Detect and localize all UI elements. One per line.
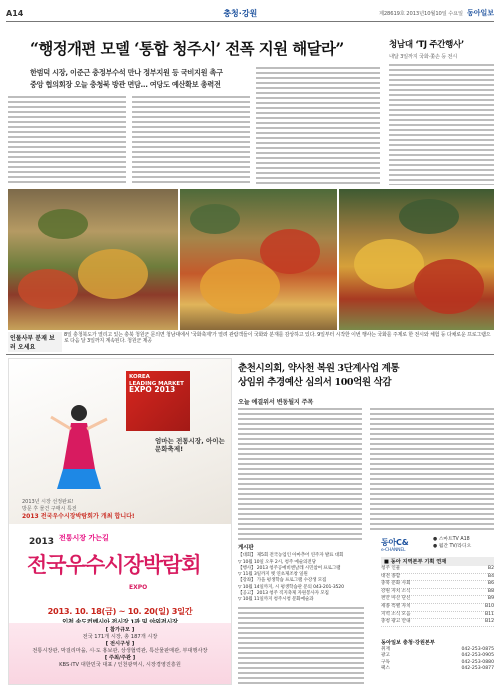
ad-year: 2013	[29, 537, 55, 547]
index-row: 세종 특별 자치 B10	[381, 604, 494, 612]
contact-box	[381, 640, 494, 673]
contact-row: 팩스 042-253-0877	[381, 666, 494, 672]
main-article-column-1	[8, 96, 126, 185]
index-list	[381, 566, 494, 627]
ad-tagline: 엄마는 전통시장, 아이는 문화축제!	[155, 437, 225, 453]
second-subheadline: 오늘 예결위서 변동될지 주목	[238, 399, 314, 406]
ad-dates: 2013. 10. 18(금) ~ 10. 20(일) 3일간	[47, 606, 193, 616]
newspaper-brand: 동아일보	[466, 9, 494, 17]
second-article-column-2	[370, 408, 494, 533]
index-row: 천안 아산 단신 B9	[381, 596, 494, 604]
ad-expo-label: EXPO	[129, 584, 148, 591]
channel-link-1[interactable]: ● 스마트TV A18	[433, 537, 470, 542]
dancer-illustration	[49, 399, 109, 494]
channel-logo: 동아C& e-CHANNEL	[381, 538, 409, 553]
notice-heading: 게시판	[238, 545, 254, 551]
contact-row: 구독 042-253-0880	[381, 659, 494, 665]
side-story-header	[389, 38, 494, 60]
chrysanthemum-photo-3	[339, 189, 494, 330]
chrysanthemum-photo-1	[8, 189, 178, 330]
channel-index-box	[381, 537, 494, 687]
second-article-column-1	[238, 408, 362, 540]
section-name: 충청·강원	[223, 8, 258, 18]
index-row: 충북 문화 사회 B6	[381, 581, 494, 589]
contact-row: 취재 042-253-0875	[381, 646, 494, 652]
index-guide-heading: ■ 동아 지역본부 기획 연재	[381, 557, 494, 566]
index-row: 대전 종합 B4	[381, 574, 494, 582]
index-row: 충청 광고 안내 B12	[381, 619, 494, 627]
section-rule	[6, 354, 494, 355]
ad-badge: 2013년 시장 선정완료! 방문 후 물건 구매시 특전 2013 전국우수시장박람회가 개최 합니다!	[22, 499, 135, 520]
ad-main-title: 전국우수시장박람회	[27, 552, 201, 577]
side-story-title: 청남대 ‘TJ 주간행사’	[389, 40, 464, 50]
second-headline: 춘천시의회, 약사천 복원 3단계사업 계통 상임위 추경예산 심의서 100억원 삭감	[238, 363, 400, 388]
channel-links	[433, 537, 471, 550]
page-number: A14	[6, 8, 24, 18]
issue-meta: 제28619호 2013년10월10일 수요일	[378, 10, 463, 17]
notice-board: 게시판 【대회】 제5회 전국농업인 아마추어 연주자 발표 대회 ▽ 10월 10일 오후 2시, 청주 예술의전당 【행사】 2013 청주공예비엔날레 시민참여 프로그램 ▽ 11월 3일까지 옛 연초제조창 일원 【강좌】 가을 평생학습 프로그램 수강생 모집 ▽ 10월 14일까지, 시 평생학습관 문의 043-201-3520 【공고】 2013 청주 직지축제 자원봉사자 모집 ▽ 10월 11일까지 청주시청 문화예술과	[238, 545, 364, 604]
photo-caption-text: 8일 충청북도가 열리고 있는 충북 청원군 문의면 청남대에서 '국화축제'가 열려 관람객들이 국화와 분재를 감상하고 있다. 9일부터 시작한 이번 행사는 국화를 주제로 한 전시와 체험 등 다채로운 프로그램으로 다음 달 3일까지 계속된다. 청원군 제공	[64, 332, 491, 345]
chrysanthemum-photo-2	[180, 189, 337, 330]
channel-link-2[interactable]: ● 월간 TV/라디오	[433, 543, 472, 549]
index-row: 청주 인물 B2	[381, 566, 494, 574]
main-headline: “행정개편 모델 ‘통합 청주시’ 전폭 지원 해달라”	[30, 39, 344, 58]
main-subheadline-1: 한범덕 시장, 이준근 충정부수석 만나 정부지원 등 국비지원 촉구	[30, 68, 223, 77]
expo-logo: KOREA LEADING MARKET EXPO 2013	[126, 371, 190, 431]
contact-row: 광고 042-253-0905	[381, 653, 494, 659]
main-article-column-3	[256, 67, 380, 185]
side-story-subtitle: 내달 3일까지 국화·쫓손 등 전시	[389, 54, 458, 60]
masthead	[6, 7, 494, 19]
main-subheadline-2: 중앙 협의회장 오늘 충청북 방관 면담… 여당도 예산확보 총력전	[30, 80, 221, 89]
ad-info-panel: [ 참가규모 ] 전국 171개 시장, 총 187개 시장 [ 전시구성 ] 전통시장관, 막걸리마을, 시·도 홍보관, 상생협력관, 특산물판매관, 부대행사장 [ 주최/주관 ] KBS·iTV 대한민국 대표 / 인천광역시, 시장경영진흥원	[9, 623, 231, 685]
side-story-body	[389, 64, 494, 185]
main-article-column-2	[132, 96, 250, 185]
contact-heading: 동아일보 충청·강원본부	[381, 640, 435, 646]
photo-caption-label: 인물사부 분재 보러 오세요	[8, 332, 62, 352]
ad-slogan: 전통시장 가는길	[59, 534, 109, 542]
market-expo-advertisement	[8, 358, 232, 685]
masthead-rule	[6, 21, 494, 22]
notice-more-text	[238, 607, 364, 685]
index-row: 지역 소식 모음 B11	[381, 612, 494, 620]
index-row: 강원 자치 소식 B8	[381, 589, 494, 597]
